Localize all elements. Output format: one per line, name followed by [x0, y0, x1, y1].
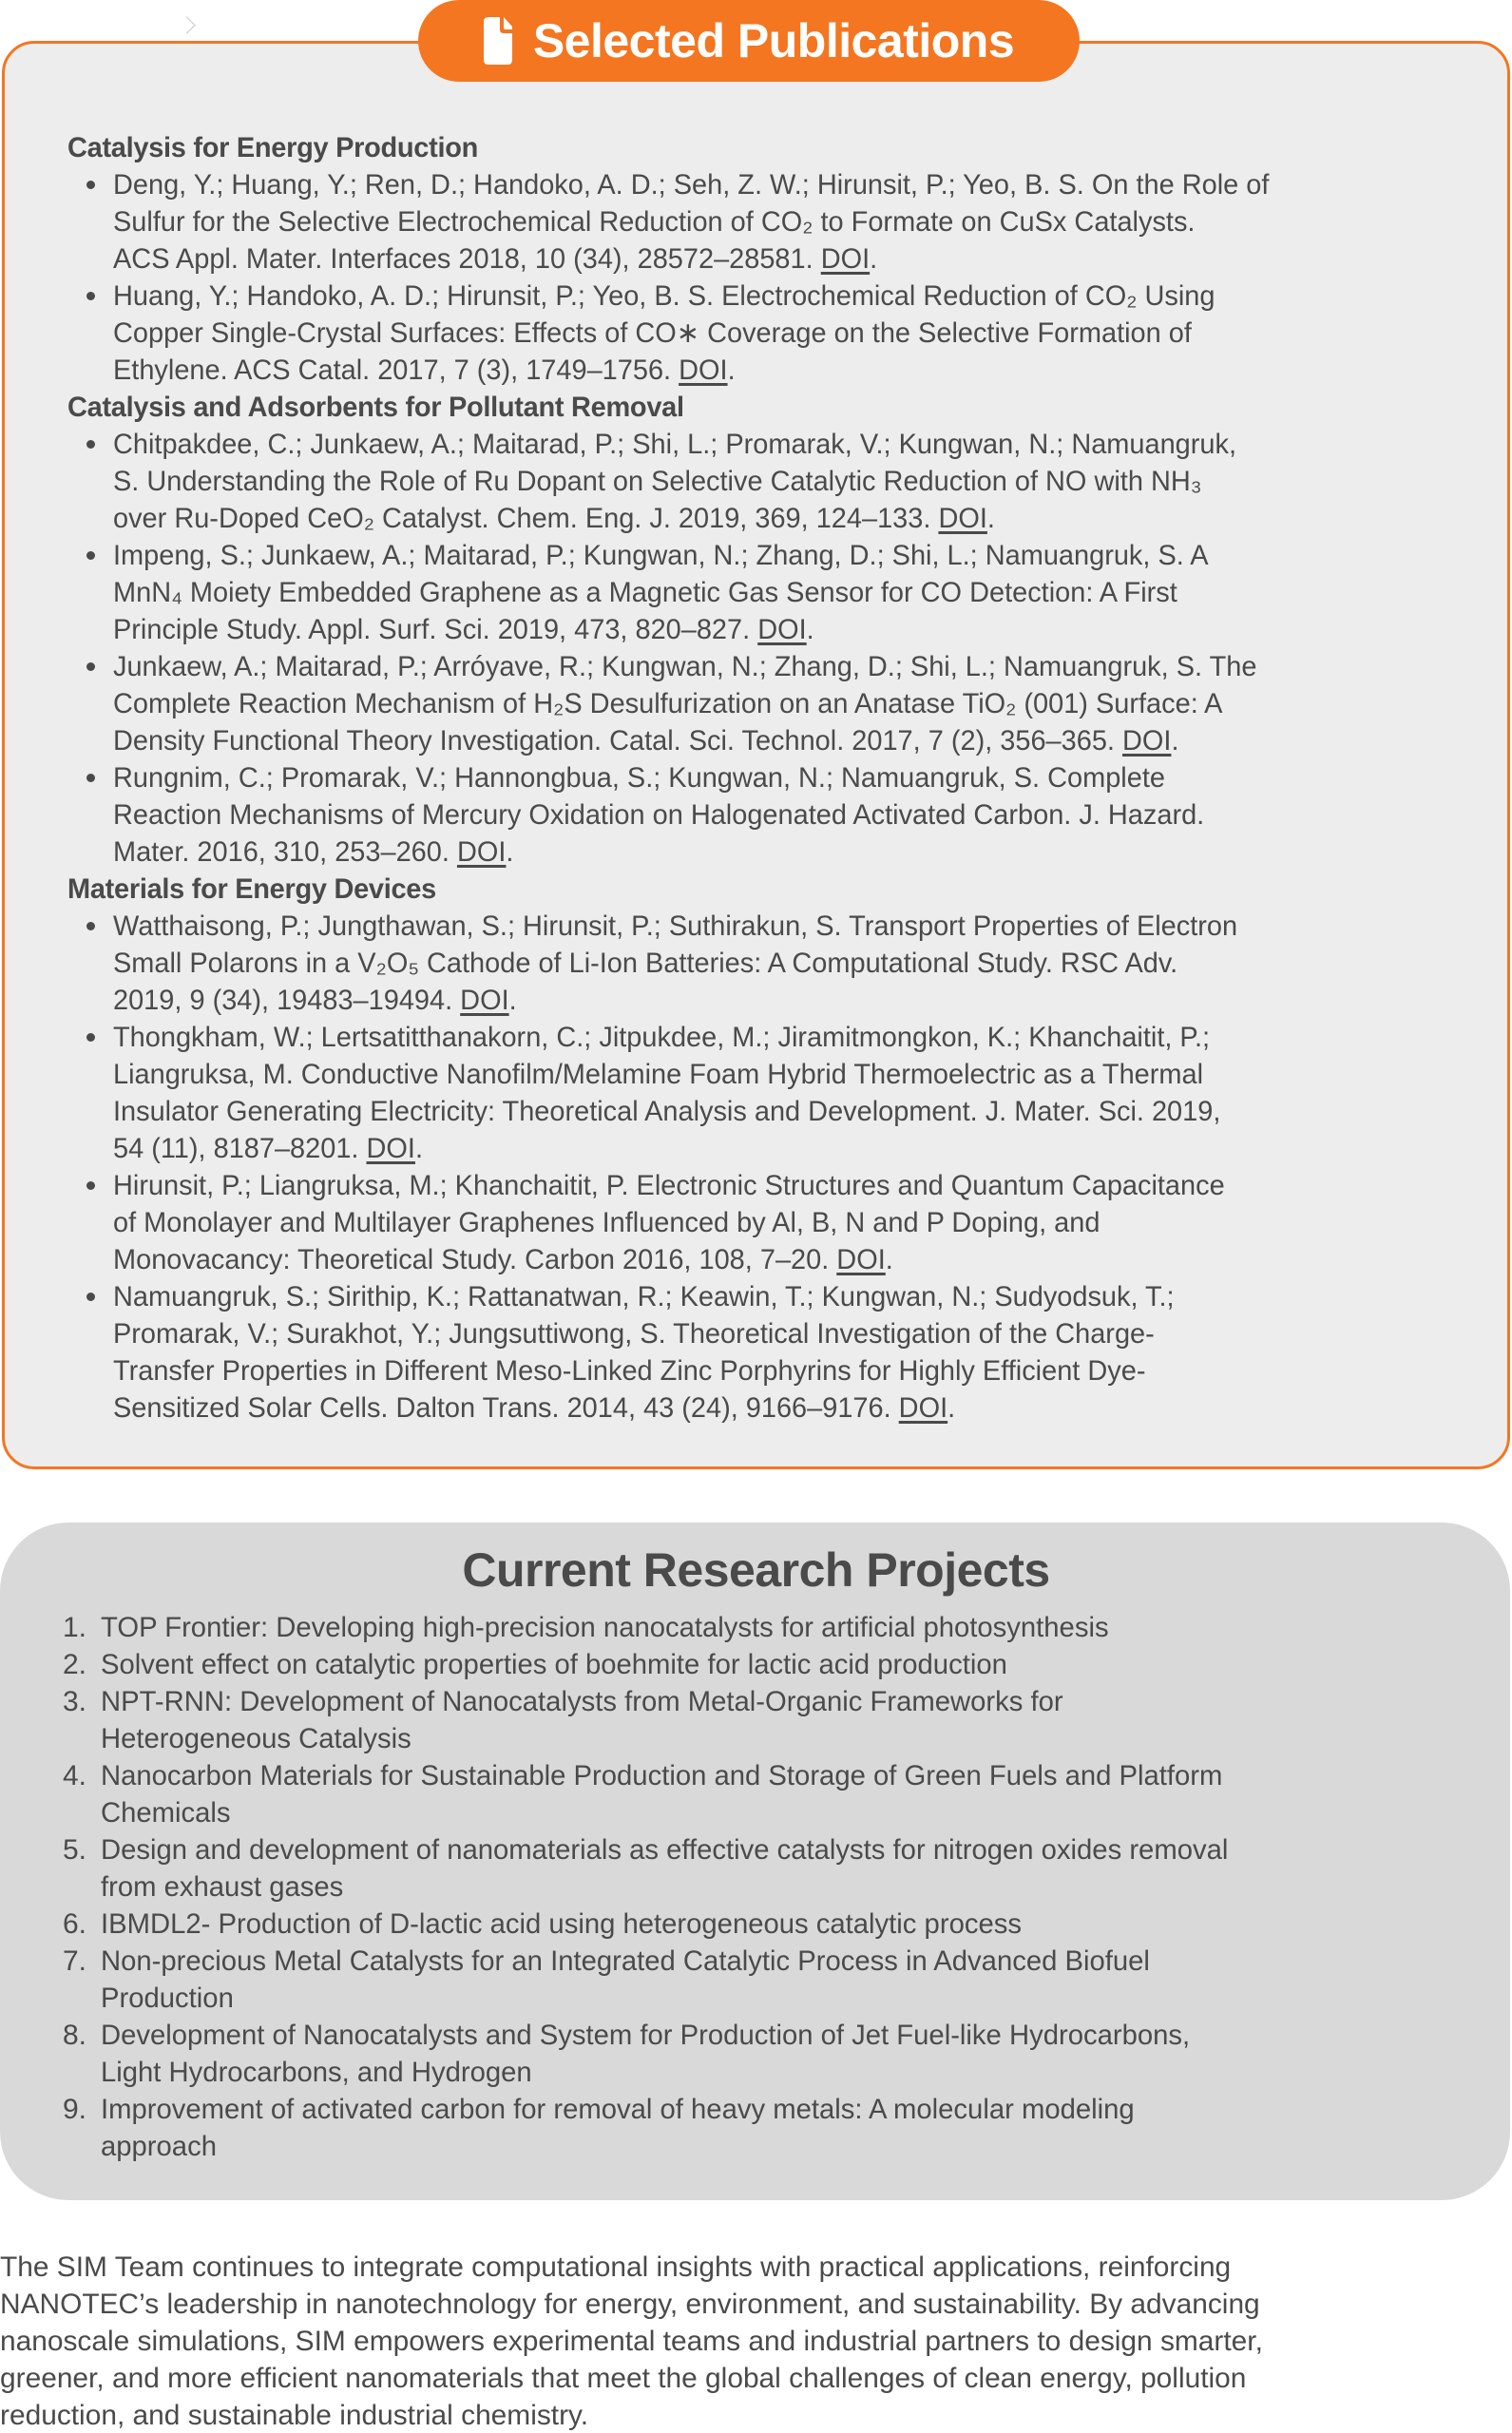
citation-line [113, 722, 1426, 759]
citation-line [113, 1204, 1426, 1241]
category-heading: Materials for Energy Devices [67, 873, 436, 905]
doi-link[interactable]: DOI [820, 243, 871, 275]
citation-text: Deng, Y.; Huang, Y.; Ren, D.; Handoko, A. D.; Seh, Z. W.; Hirunsit, P.; Yeo, B. S. On the Role of [113, 169, 1270, 201]
citation-text: S. Understanding the Role of Ru Dopant on Selective Catalytic Reduction of NO with NH₃ [113, 466, 1202, 497]
citation-text: Copper Single-Crystal Surfaces: Effects of CO∗ Coverage on the Selective Formation of [113, 317, 1192, 349]
document-icon [484, 17, 512, 65]
project-line: Solvent effect on catalytic properties of boehmite for lactic acid production [101, 1649, 1007, 1680]
publication-item [67, 1019, 1474, 1167]
citation-line [113, 1019, 1426, 1056]
publication-item [67, 426, 1474, 537]
citation-text: Sensitized Solar Cells. Dalton Trans. 2014, 43 (24), 9166–9176. [113, 1392, 891, 1424]
project-item [63, 1757, 1469, 1831]
publications-list [67, 129, 1474, 1427]
project-line: Improvement of activated carbon for removal of heavy metals: A molecular modeling [101, 2094, 1135, 2125]
citation-text: Hirunsit, P.; Liangruksa, M.; Khanchaitit, P. Electronic Structures and Quantum Capacitance [113, 1170, 1225, 1201]
publications-title: Selected Publications [532, 14, 1015, 67]
citation-line [113, 833, 1426, 871]
citation-text: Reaction Mechanisms of Mercury Oxidation on Halogenated Activated Carbon. J. Hazard. [113, 799, 1205, 831]
citation-end: . [506, 836, 514, 868]
project-number: 7. [63, 1945, 87, 1977]
doi-link[interactable]: DOI [938, 503, 987, 534]
citation-line [113, 426, 1426, 463]
bullet-icon [86, 1293, 95, 1301]
project-item [63, 1646, 1469, 1683]
citation-text: Chitpakdee, C.; Junkaew, A.; Maitarad, P.; Shi, L.; Promarak, V.; Kungwan, N.; Namuangruk, [113, 429, 1237, 460]
project-line: NPT-RNN: Development of Nanocatalysts from Metal-Organic Frameworks for [101, 1686, 1063, 1717]
project-line: Heterogeneous Catalysis [101, 1723, 411, 1754]
citation-text: Huang, Y.; Handoko, A. D.; Hirunsit, P.; Yeo, B. S. Electrochemical Reduction of CO₂ Using [113, 280, 1215, 312]
citation-line [113, 352, 1426, 389]
publication-item [67, 278, 1474, 389]
closing-line: NANOTEC’s leadership in nanotechnology for energy, environment, and sustainability. By advancing [0, 2289, 1260, 2320]
citation-line [113, 1130, 1426, 1167]
doi-link[interactable]: DOI [456, 836, 507, 868]
citation-text: Insulator Generating Electricity: Theoretical Analysis and Development. J. Mater. Sci. 2019, [113, 1096, 1221, 1127]
project-item [63, 1683, 1469, 1757]
project-line: Production [101, 1983, 234, 2014]
citation-text: Impeng, S.; Junkaew, A.; Maitarad, P.; Kungwan, N.; Zhang, D.; Shi, L.; Namuangruk, S. A [113, 540, 1209, 571]
citation-line [113, 574, 1426, 611]
category-heading: Catalysis and Adsorbents for Pollutant Removal [67, 392, 684, 423]
citation-end: . [986, 503, 995, 534]
doi-link[interactable]: DOI [366, 1133, 415, 1164]
project-number: 2. [63, 1649, 87, 1680]
citation-line [113, 463, 1426, 500]
citation-end: . [727, 354, 736, 386]
citation-line [113, 203, 1426, 240]
closing-paragraph [0, 2249, 1512, 2433]
project-line: Nanocarbon Materials for Sustainable Production and Storage of Green Fuels and Platform [101, 1760, 1223, 1791]
bullet-icon [86, 1181, 95, 1190]
citation-text: over Ru-Doped CeO₂ Catalyst. Chem. Eng. J. 2019, 369, 124–133. [113, 503, 931, 534]
citation-text: Junkaew, A.; Maitarad, P.; Arróyave, R.; Kungwan, N.; Zhang, D.; Shi, L.; Namuangruk, S. The [113, 651, 1257, 682]
closing-line: nanoscale simulations, SIM empowers experimental teams and industrial partners to design smarter, [0, 2326, 1263, 2357]
citation-line [113, 1315, 1426, 1352]
citation-text: Namuangruk, S.; Sirithip, K.; Rattanatwan, R.; Keawin, T.; Kungwan, N.; Sudyodsuk, T.; [113, 1281, 1175, 1312]
bullet-icon [86, 1033, 95, 1042]
citation-line [113, 240, 1426, 278]
bullet-icon [86, 662, 95, 671]
citation-end: . [947, 1392, 956, 1424]
citation-end: . [414, 1133, 423, 1164]
project-item [63, 1831, 1469, 1906]
citation-line [113, 1389, 1426, 1427]
project-number: 6. [63, 1908, 87, 1940]
citation-text: Watthaisong, P.; Jungthawan, S.; Hirunsit, P.; Suthirakun, S. Transport Properties of Electron [113, 910, 1238, 942]
citation-line [113, 1167, 1426, 1204]
citation-line [113, 796, 1426, 833]
projects-list [63, 1609, 1469, 2165]
citation-text: Mater. 2016, 310, 253–260. [113, 836, 450, 868]
bullet-icon [86, 774, 95, 782]
citation-text: MnN₄ Moiety Embedded Graphene as a Magnetic Gas Sensor for CO Detection: A First [113, 577, 1177, 608]
citation-text: 2019, 9 (34), 19483–19494. [113, 985, 453, 1016]
publication-item [67, 537, 1474, 648]
citation-text: of Monolayer and Multilayer Graphenes Influenced by Al, B, N and P Doping, and [113, 1207, 1101, 1238]
bullet-icon [86, 292, 95, 300]
citation-line [113, 611, 1426, 648]
closing-line: The SIM Team continues to integrate computational insights with practical applications, reinforcing [0, 2251, 1232, 2283]
doi-link[interactable]: DOI [1122, 725, 1172, 757]
citation-text: Sulfur for the Selective Electrochemical Reduction of CO₂ to Formate on CuSx Catalysts. [113, 206, 1196, 238]
project-item [63, 1609, 1469, 1646]
doi-link[interactable]: DOI [836, 1244, 886, 1275]
project-line: Development of Nanocatalysts and System for Production of Jet Fuel-like Hydrocarbons, [101, 2020, 1191, 2051]
citation-text: Transfer Properties in Different Meso-Linked Zinc Porphyrins for Highly Efficient Dye- [113, 1355, 1146, 1387]
project-number: 3. [63, 1686, 87, 1717]
project-line: from exhaust gases [101, 1871, 344, 1903]
citation-text: Density Functional Theory Investigation. Catal. Sci. Technol. 2017, 7 (2), 356–365. [113, 725, 1115, 757]
project-item [63, 2017, 1469, 2091]
publication-item [67, 759, 1474, 871]
project-line: Light Hydrocarbons, and Hydrogen [101, 2057, 532, 2088]
doi-link[interactable]: DOI [460, 985, 509, 1016]
citation-text: Principle Study. Appl. Surf. Sci. 2019, 473, 820–827. [113, 614, 751, 645]
project-line: IBMDL2- Production of D-lactic acid using heterogeneous catalytic process [101, 1908, 1022, 1940]
citation-line [113, 537, 1426, 574]
citation-text: Small Polarons in a V₂O₅ Cathode of Li-Ion Batteries: A Computational Study. RSC Adv. [113, 948, 1178, 979]
publication-item [67, 1278, 1474, 1427]
citation-text: Ethylene. ACS Catal. 2017, 7 (3), 1749–1756. [113, 354, 672, 386]
citation-line [113, 685, 1426, 722]
bullet-icon [86, 551, 95, 560]
bullet-icon [86, 181, 95, 189]
closing-line: reduction, and sustainable industrial chemistry. [0, 2400, 589, 2431]
citation-end: . [508, 985, 517, 1016]
project-number: 8. [63, 2020, 87, 2051]
doi-link[interactable]: DOI [679, 354, 728, 386]
citation-text: ACS Appl. Mater. Interfaces 2018, 10 (34), 28572–28581. [113, 243, 813, 275]
citation-text: Thongkham, W.; Lertsatitthanakorn, C.; Jitpukdee, M.; Jiramitmongkon, K.; Khanchaitit, P.; [113, 1022, 1211, 1053]
citation-line [113, 1352, 1426, 1389]
category-heading: Catalysis for Energy Production [67, 132, 479, 163]
closing-line: greener, and more efficient nanomaterials that meet the global challenges of clean energy, pollution [0, 2363, 1247, 2394]
citation-end: . [870, 243, 878, 275]
citation-line [113, 908, 1426, 945]
bullet-icon [86, 922, 95, 930]
publication-item [67, 648, 1474, 759]
project-line: Design and development of nanomaterials as effective catalysts for nitrogen oxides removal [101, 1834, 1229, 1866]
citation-text: Rungnim, C.; Promarak, V.; Hannongbua, S.; Kungwan, N.; Namuangruk, S. Complete [113, 762, 1165, 794]
project-item [63, 2091, 1469, 2165]
doi-link[interactable]: DOI [898, 1392, 948, 1424]
citation-line [113, 945, 1426, 982]
citation-line [113, 166, 1426, 203]
project-line: approach [101, 2131, 217, 2162]
citation-line [113, 759, 1426, 796]
citation-text: Complete Reaction Mechanism of H₂S Desulfurization on an Anatase TiO₂ (001) Surface: A [113, 688, 1223, 719]
project-item [63, 1906, 1469, 1943]
project-number: 1. [63, 1612, 87, 1643]
citation-text: 54 (11), 8187–8201. [113, 1133, 359, 1164]
citation-line [113, 648, 1426, 685]
project-number: 5. [63, 1834, 87, 1866]
doi-link[interactable]: DOI [757, 614, 807, 645]
project-number: 4. [63, 1760, 87, 1791]
citation-line [113, 982, 1426, 1019]
citation-line [113, 1093, 1426, 1130]
publications-badge [418, 0, 1080, 82]
publication-item [67, 1167, 1474, 1278]
citation-line [113, 1278, 1426, 1315]
citation-line [113, 1056, 1426, 1093]
citation-text: Monovacancy: Theoretical Study. Carbon 2016, 108, 7–20. [113, 1244, 830, 1275]
project-line: TOP Frontier: Developing high-precision nanocatalysts for artificial photosynthesis [101, 1612, 1109, 1643]
citation-end: . [1171, 725, 1179, 757]
citation-text: Promarak, V.; Surakhot, Y.; Jungsuttiwong, S. Theoretical Investigation of the Charge- [113, 1318, 1155, 1350]
citation-end: . [806, 614, 814, 645]
project-item [63, 1943, 1469, 2017]
bullet-icon [86, 440, 95, 449]
citation-line [113, 1241, 1426, 1278]
publication-item [67, 166, 1474, 278]
chevron-right-icon [178, 16, 195, 33]
citation-end: . [885, 1244, 893, 1275]
project-number: 9. [63, 2094, 87, 2125]
project-line: Chemicals [101, 1797, 231, 1829]
citation-line [113, 278, 1426, 315]
citation-line [113, 315, 1426, 352]
projects-title: Current Research Projects [462, 1543, 1050, 1597]
citation-text: Liangruksa, M. Conductive Nanofilm/Melamine Foam Hybrid Thermoelectric as a Thermal [113, 1059, 1204, 1090]
publication-item [67, 908, 1474, 1019]
project-line: Non-precious Metal Catalysts for an Integrated Catalytic Process in Advanced Biofuel [101, 1945, 1150, 1977]
citation-line [113, 500, 1426, 537]
